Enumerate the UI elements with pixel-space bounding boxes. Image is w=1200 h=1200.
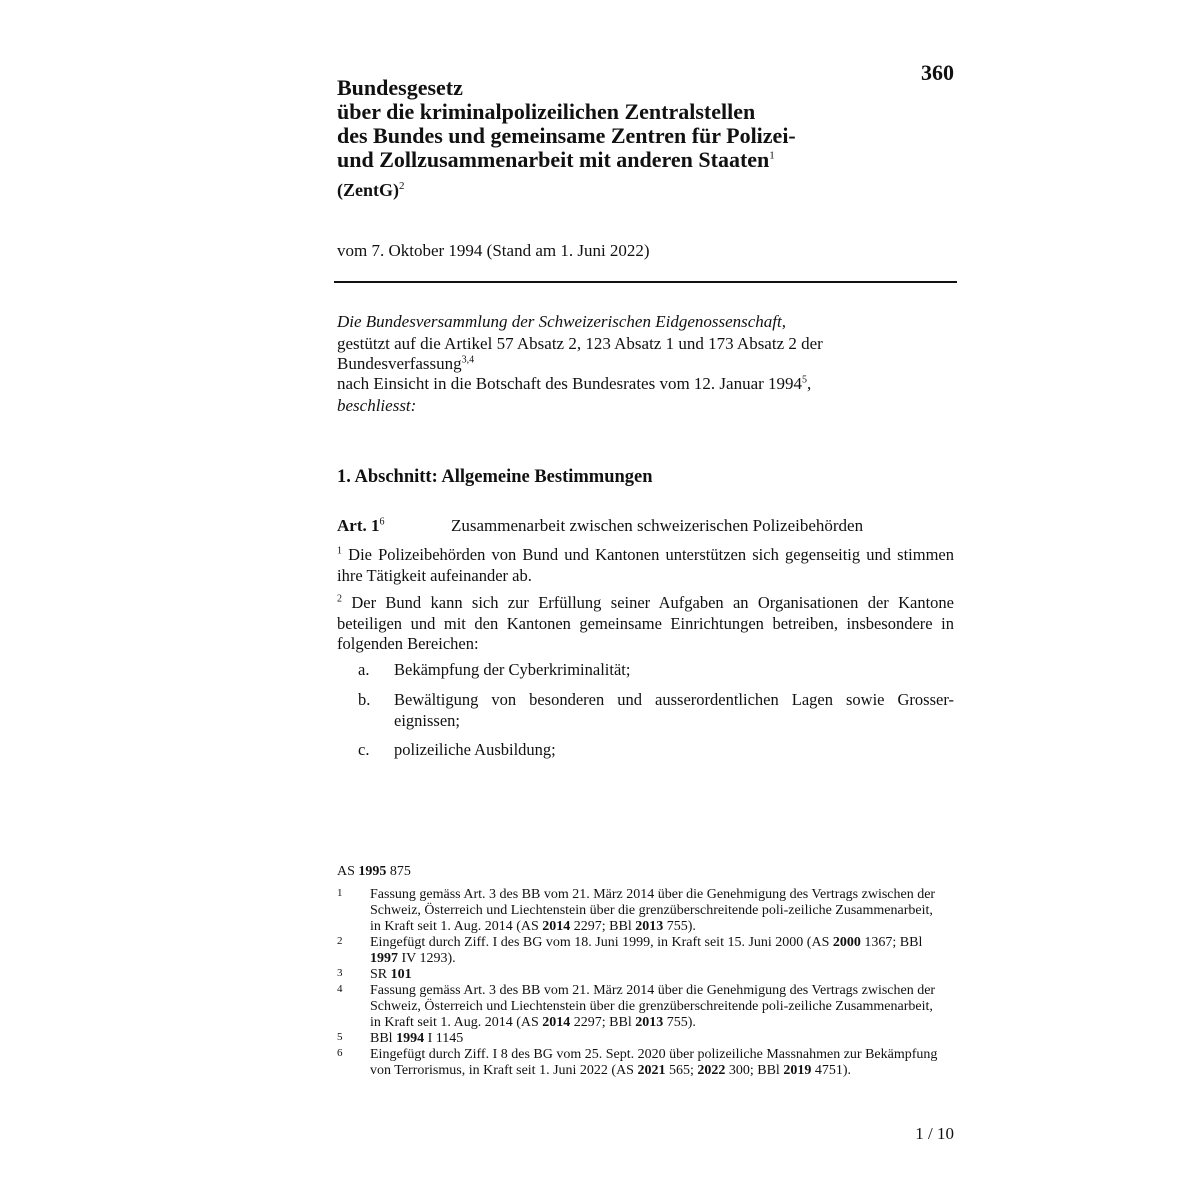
preamble-message: nach Einsicht in die Botschaft des Bundesrates vom 12. Januar 1994 [337, 374, 803, 393]
footnote-bold: 2013 [635, 919, 664, 934]
header-divider [334, 281, 957, 283]
sr-number: 360 [921, 60, 954, 85]
footnote-text [370, 1047, 947, 1079]
footnote-text-part: 4751). [811, 1063, 851, 1078]
footnote-bold: 1994 [396, 1031, 425, 1046]
footnote-number: 2 [337, 935, 343, 947]
preamble-authority: Die Bundesversammlung der Schweizerischen Eidgenossenschaft, [337, 312, 786, 331]
footnote-text-part: SR [370, 967, 391, 982]
footnote-text-part: 565; [665, 1063, 698, 1078]
footnote-text [370, 887, 947, 935]
list-text: Bekämpfung der Cyberkriminalität; [394, 660, 631, 679]
footnote-text-part: Eingefügt durch Ziff. I 8 des BG vom 25. Sept. 2020 über polizeiliche Massnahmen zur Bekämpfung von Terrorismus, in Kraft seit 1. Juni 2022 (AS [370, 1047, 938, 1078]
list-text: polizeiliche Ausbildung; [394, 740, 556, 759]
paragraph-text: Der Bund kann sich zur Erfüllung seiner Aufgaben an Organisationen der Kantone beteiligen und mit den Kantonen gemeinsame Einrichtungen betreiben, insbesondere in folgenden Bereichen: [337, 593, 955, 653]
preamble-footnote-ref-3-4[interactable]: 3,4 [461, 354, 475, 366]
list-letter: c. [358, 740, 370, 759]
footnote-bold: 2022 [697, 1063, 726, 1078]
footnote-text-part: Fassung gemäss Art. 3 des BB vom 21. März 2014 über die Genehmigung des Vertrags zwischen der Schweiz, Österreich und Liechtenstein über die grenzüberschreitende poli-zeiliche Zusammenarbeit, in Kraft seit 1. Aug. 2014 (AS [370, 887, 936, 934]
title-footnote-ref[interactable]: 1 [769, 149, 775, 162]
list-text: Bewältigung von besonderen und ausserordentlichen Lagen sowie Grosser-eignissen; [394, 690, 954, 730]
date-line: vom 7. Oktober 1994 (Stand am 1. Juni 2022) [337, 241, 650, 260]
footnote-text-part: 2297; BBl [570, 1015, 636, 1030]
footnote-text [370, 967, 947, 983]
preamble-enacts: beschliesst: [337, 396, 417, 415]
footnote-text-part: 755). [663, 919, 696, 934]
preamble-footnote-ref-5[interactable]: 5 [802, 374, 808, 386]
title-line-1: Bundesgesetz [337, 75, 463, 100]
article-title: Zusammenarbeit zwischen schweizerischen Polizeibehörden [451, 516, 864, 535]
law-abbreviation [337, 180, 405, 201]
list-letter: b. [358, 690, 371, 709]
preamble-comma: , [807, 374, 812, 393]
footnote-number: 6 [337, 1047, 343, 1059]
footnote-text [370, 1031, 947, 1047]
footnote-text-part: 755). [663, 1015, 696, 1030]
as-page: 875 [389, 864, 411, 879]
footnote-bold: 1997 [370, 951, 398, 966]
article-number: Art. 1 [337, 516, 380, 535]
footnote-text-part: Fassung gemäss Art. 3 des BB vom 21. März 2014 über die Genehmigung des Vertrags zwischen der Schweiz, Österreich und Liechtenstein über die grenzüberschreitende poli-zeiliche Zusammenarbeit, in Kraft seit 1. Aug. 2014 (AS [370, 983, 936, 1030]
paragraph-text: Die Polizeibehörden von Bund und Kantonen unterstützen sich gegenseitig und stimmen ihre Tätigkeit aufeinander ab. [337, 545, 955, 585]
footnote-bold: 2013 [635, 1015, 664, 1030]
abbreviation-text: (ZentG) [337, 180, 399, 200]
law-title [337, 76, 796, 172]
article-footnote-ref[interactable]: 6 [379, 516, 385, 528]
as-prefix: AS [337, 864, 355, 879]
article-paragraph-2 [337, 593, 954, 655]
footnote-bold: 2021 [637, 1063, 666, 1078]
footnote-bold: 2000 [832, 935, 861, 950]
footnote-text [370, 935, 947, 967]
footnote-bold: 2014 [542, 919, 571, 934]
preamble [337, 312, 957, 416]
title-line-4 [337, 148, 796, 172]
preamble-constitution: Bundesverfassung [337, 354, 462, 373]
paragraph-number: 2 [337, 593, 342, 605]
title-line-4-text: und Zollzusammenarbeit mit anderen Staaten [337, 147, 770, 172]
preamble-basis: gestützt auf die Artikel 57 Absatz 2, 123 Absatz 1 und 173 Absatz 2 der [337, 334, 823, 353]
footnote-text-part: 300; BBl [725, 1063, 784, 1078]
article-heading [337, 516, 864, 536]
as-year: 1995 [358, 864, 387, 879]
title-line-3: des Bundes und gemeinsame Zentren für Polizei- [337, 123, 796, 148]
footnote-number: 3 [337, 967, 343, 979]
title-line-2: über die kriminalpolizeilichen Zentralstellen [337, 99, 756, 124]
article-paragraph-1 [337, 545, 954, 586]
list-letter: a. [358, 660, 370, 679]
footnote-number: 1 [337, 887, 343, 899]
as-reference [337, 864, 411, 880]
footnote-bold: 2014 [542, 1015, 571, 1030]
footnote-text-part: IV 1293). [398, 951, 456, 966]
footnote-bold: 2019 [783, 1063, 812, 1078]
footnote-text-part: I 1145 [424, 1031, 464, 1046]
footnote-text-part: Eingefügt durch Ziff. I des BG vom 18. Juni 1999, in Kraft seit 15. Juni 2000 (AS [370, 935, 833, 950]
section-heading: 1. Abschnitt: Allgemeine Bestimmungen [337, 467, 653, 487]
footnote-text [370, 983, 947, 1031]
footnote-text-part: BBl [370, 1031, 397, 1046]
footnote-text-part: 2297; BBl [570, 919, 636, 934]
footnote-bold: 101 [390, 967, 412, 982]
footnote-number: 5 [337, 1031, 343, 1043]
page-number: 1 / 10 [915, 1124, 954, 1143]
paragraph-number: 1 [337, 545, 342, 557]
footnote-number: 4 [337, 983, 343, 995]
footnote-text-part: 1367; BBl [860, 935, 923, 950]
abbreviation-footnote-ref[interactable]: 2 [399, 180, 405, 192]
